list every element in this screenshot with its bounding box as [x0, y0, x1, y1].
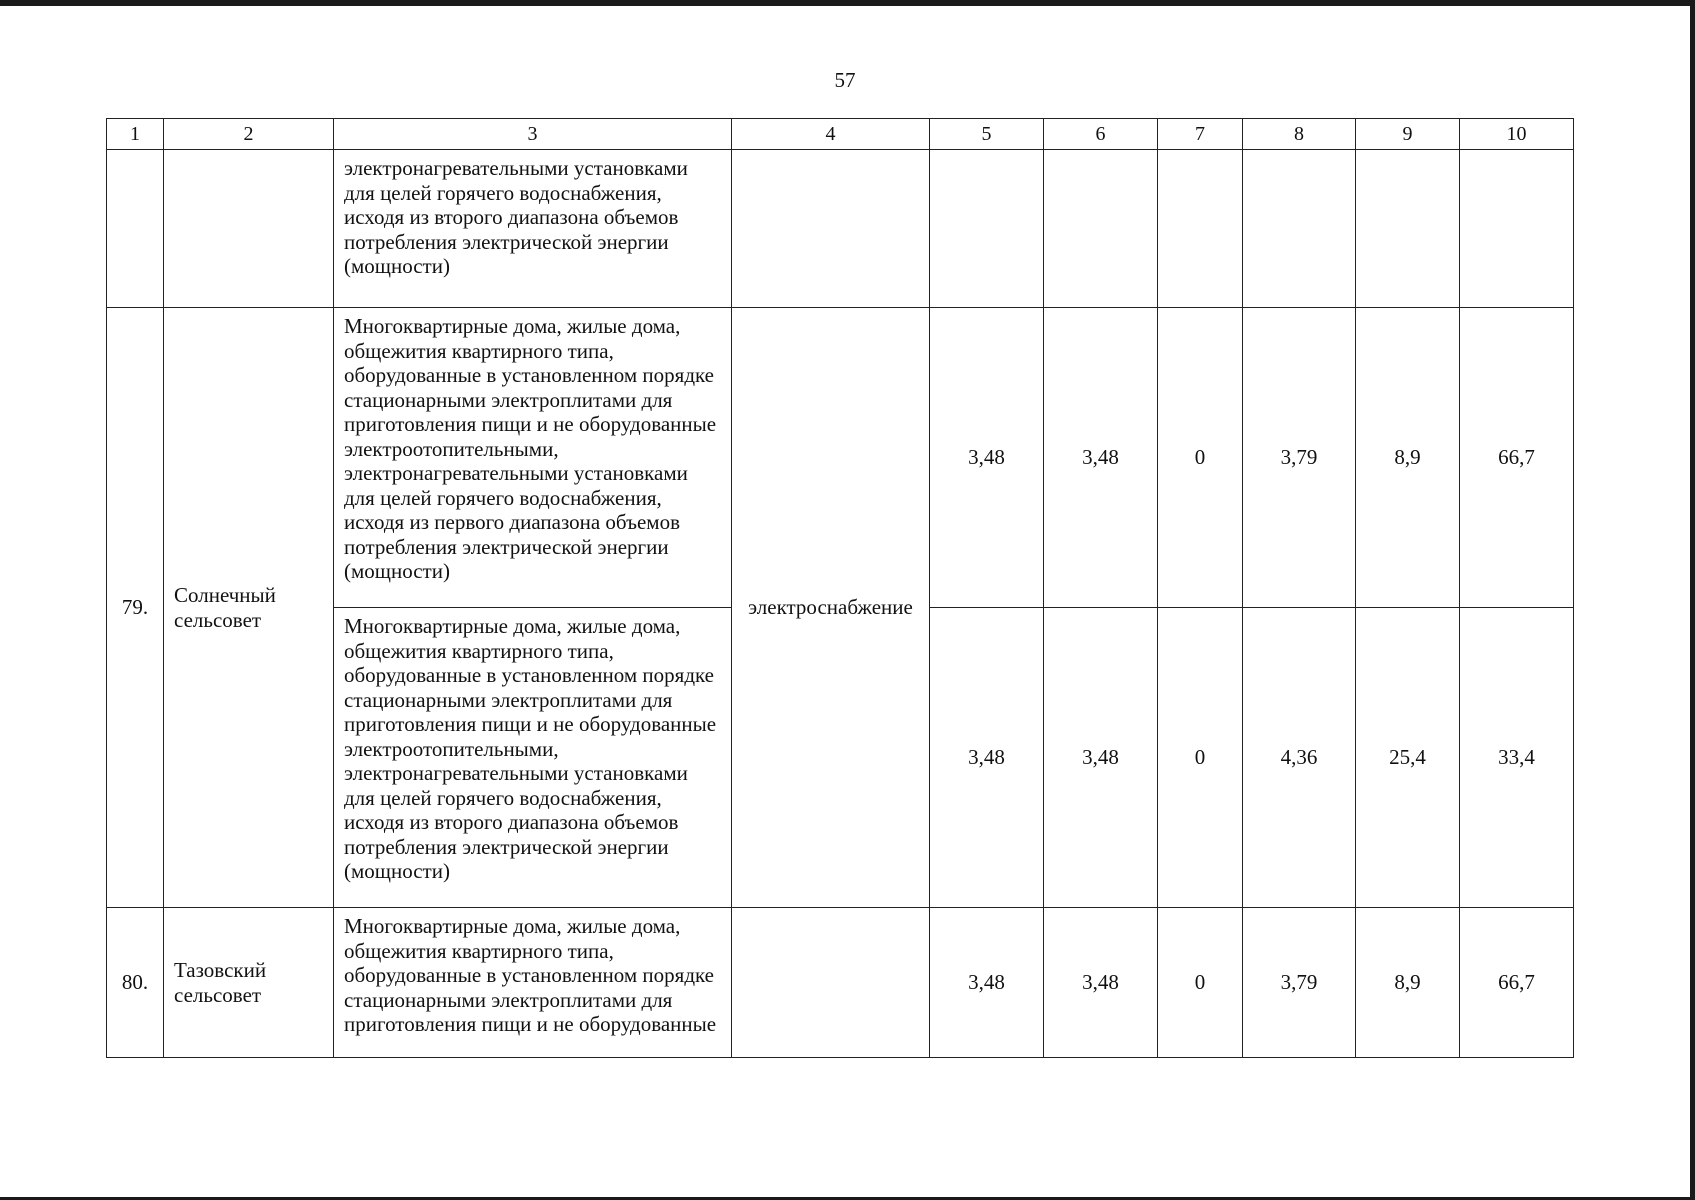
col-header-1: 1 [107, 119, 164, 150]
col-header-5: 5 [930, 119, 1044, 150]
row-79-sub-2-col-8: 4,36 [1243, 608, 1356, 908]
col-header-7: 7 [1158, 119, 1243, 150]
continuation-cell-5 [930, 150, 1044, 308]
row-80-description: Многоквартирные дома, жилые дома, общежития квартирного типа, оборудованные в установленном порядке стационарными электроплитами для приготовления пищи и не оборудованные [334, 908, 732, 1058]
continuation-cell-7 [1158, 150, 1243, 308]
continuation-cell-8 [1243, 150, 1356, 308]
row-80-col-8: 3,79 [1243, 908, 1356, 1058]
continuation-cell-10 [1460, 150, 1574, 308]
continuation-cell-9 [1356, 150, 1460, 308]
row-79-region: Солнечный сельсовет [164, 308, 334, 908]
row-80-index: 80. [107, 908, 164, 1058]
header-row [107, 119, 1574, 150]
continuation-row [107, 150, 1574, 308]
row-79-sub-2-col-7: 0 [1158, 608, 1243, 908]
row-80-region: Тазовский сельсовет [164, 908, 334, 1058]
scan-edge-top [0, 0, 1695, 6]
col-header-3: 3 [334, 119, 732, 150]
continuation-description: электронагревательными установками для целей горячего водоснабжения, исходя из второго диапазона объемов потребления электрической энергии (мощности) [334, 150, 732, 308]
scan-edge-right [1690, 0, 1695, 1200]
row-79-sub-1-col-10: 66,7 [1460, 308, 1574, 608]
continuation-index-cell [107, 150, 164, 308]
row-79-sub-1 [107, 308, 1574, 608]
row-79-sub-1-description: Многоквартирные дома, жилые дома, общежития квартирного типа, оборудованные в установленном порядке стационарными электроплитами для приготовления пищи и не оборудованные электроотопительными, электронагревательными установками для целей горячего водоснабжения, исходя из первого диапазона объемов потребления электрической энергии (мощности) [334, 308, 732, 608]
continuation-cell-6 [1044, 150, 1158, 308]
row-79-sub-1-col-7: 0 [1158, 308, 1243, 608]
row-80-col-9: 8,9 [1356, 908, 1460, 1058]
row-80-col-6: 3,48 [1044, 908, 1158, 1058]
row-79-service: электроснабжение [732, 308, 930, 908]
row-79-sub-2-col-6: 3,48 [1044, 608, 1158, 908]
tariff-table [106, 118, 1574, 1058]
row-80 [107, 908, 1574, 1058]
continuation-region-cell [164, 150, 334, 308]
row-79-sub-2-col-9: 25,4 [1356, 608, 1460, 908]
row-80-col-7: 0 [1158, 908, 1243, 1058]
row-79-sub-1-col-6: 3,48 [1044, 308, 1158, 608]
col-header-8: 8 [1243, 119, 1356, 150]
row-80-service-cell [732, 908, 930, 1058]
row-79-sub-1-col-8: 3,79 [1243, 308, 1356, 608]
row-79-index: 79. [107, 308, 164, 908]
row-79-sub-1-col-9: 8,9 [1356, 308, 1460, 608]
col-header-6: 6 [1044, 119, 1158, 150]
page-number: 57 [834, 68, 856, 92]
row-79-sub-1-col-5: 3,48 [930, 308, 1044, 608]
col-header-2: 2 [164, 119, 334, 150]
row-79-sub-2-description: Многоквартирные дома, жилые дома, общежития квартирного типа, оборудованные в установленном порядке стационарными электроплитами для приготовления пищи и не оборудованные электроотопительными, электронагревательными установками для целей горячего водоснабжения, исходя из второго диапазона объемов потребления электрической энергии (мощности) [334, 608, 732, 908]
row-79-sub-2-col-10: 33,4 [1460, 608, 1574, 908]
row-80-col-5: 3,48 [930, 908, 1044, 1058]
col-header-10: 10 [1460, 119, 1574, 150]
col-header-9: 9 [1356, 119, 1460, 150]
row-80-col-10: 66,7 [1460, 908, 1574, 1058]
col-header-4: 4 [732, 119, 930, 150]
row-79-sub-2-col-5: 3,48 [930, 608, 1044, 908]
continuation-service-cell [732, 150, 930, 308]
